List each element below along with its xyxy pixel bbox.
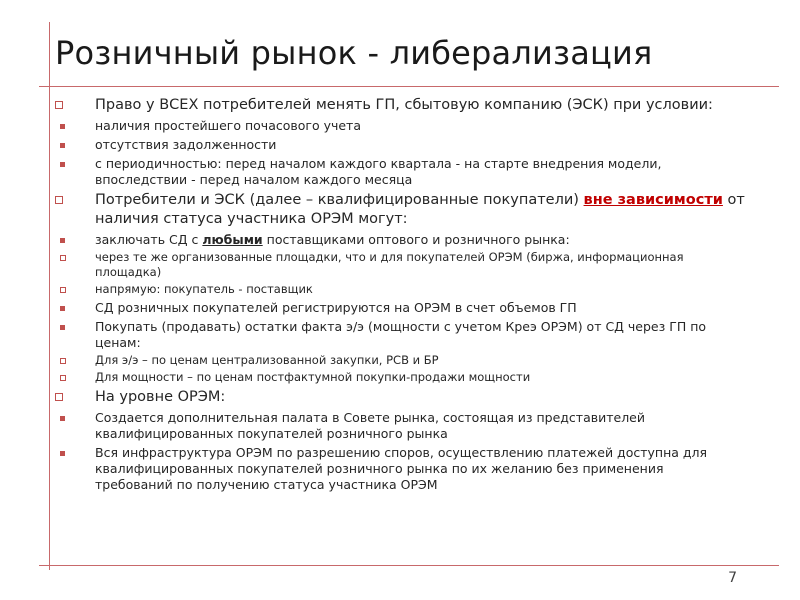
list-item (55, 191, 745, 385)
sub-sub-list-item-text: напрямую: покупатель - поставщик (95, 282, 313, 296)
sub-list-item (56, 118, 745, 134)
sub-list-item-text: Покупать (продавать) остатки факта э/э (мощности с учетом Креэ ОРЭМ) от СД через ГП по ценам: (95, 319, 707, 350)
text-fragment: от наличия статуса участника ОРЭМ могут: (95, 192, 745, 227)
sub-list-item-text: Вся инфраструктура ОРЭМ по разрешению споров, осуществлению платежей доступна для квалифицированных покупателей розничного рынка по их желанию без применения требований по получению статуса участника ОРЭМ (95, 445, 708, 492)
square-bullet-icon (55, 196, 63, 204)
filled-square-bullet-icon (60, 143, 65, 148)
sub-sub-list-item (56, 370, 745, 385)
filled-square-bullet-icon (60, 124, 65, 129)
sub-list-item-text: с периодичностью: перед началом каждого квартала - на старте внедрения модели, впоследствии - перед началом каждого месяца (95, 156, 662, 187)
sub-sub-list-item-text: через те же организованные площадки, что и для покупателей ОРЭМ (биржа, информационная площадка) (95, 250, 684, 279)
slide-body (55, 93, 745, 493)
filled-square-bullet-icon (60, 416, 65, 421)
sub-list (95, 410, 745, 493)
list-item-text: На уровне ОРЭМ: (95, 389, 226, 405)
sub-sub-list-item-text: Для э/э – по ценам централизованной закупки, РСВ и БР (95, 353, 439, 367)
list-item-text: Право у ВСЕХ потребителей менять ГП, сбытовую компанию (ЭСК) при условии: (95, 97, 713, 113)
filled-square-bullet-icon (60, 162, 65, 167)
sub-sub-list-item-text: Для мощности – по ценам постфактумной покупки-продажи мощности (95, 370, 531, 384)
hollow-square-bullet-icon (60, 255, 66, 261)
sub-list-item-text (95, 232, 570, 247)
sub-list (95, 232, 745, 385)
sub-sub-list (95, 250, 745, 297)
sub-list-item (56, 319, 745, 385)
sub-list-item (56, 137, 745, 153)
filled-square-bullet-icon (60, 238, 65, 243)
square-bullet-icon (55, 393, 63, 401)
hollow-square-bullet-icon (60, 358, 66, 364)
list-item-text (95, 191, 745, 229)
vertical-accent-line (49, 22, 50, 570)
sub-list-item (56, 300, 745, 316)
list-item (55, 96, 745, 188)
slide-title: Розничный рынок - либерализация (55, 34, 653, 72)
sub-sub-list-item (56, 250, 745, 280)
sub-list-item-text: СД розничных покупателей регистрируются на ОРЭМ в счет объемов ГП (95, 300, 577, 315)
filled-square-bullet-icon (60, 306, 65, 311)
sub-list (95, 118, 745, 188)
sub-list-item-text: отсутствия задолженности (95, 137, 277, 152)
hollow-square-bullet-icon (60, 287, 66, 293)
sub-sub-list-item (56, 353, 745, 368)
sub-list-item (56, 445, 745, 493)
square-bullet-icon (55, 101, 63, 109)
sub-list-item-text: наличия простейшего почасового учета (95, 118, 361, 133)
filled-square-bullet-icon (60, 451, 65, 456)
bullet-list (55, 96, 745, 493)
sub-list-item (56, 232, 745, 297)
hollow-square-bullet-icon (60, 375, 66, 381)
page-number: 7 (728, 570, 737, 586)
sub-list-item (56, 156, 745, 188)
emphasis-text: любыми (202, 232, 263, 247)
filled-square-bullet-icon (60, 325, 65, 330)
text-fragment: Потребители и ЭСК (далее – квалифицированные покупатели) (95, 192, 584, 208)
text-fragment: поставщиками оптового и розничного рынка: (262, 232, 570, 247)
sub-sub-list-item (56, 282, 745, 297)
sub-list-item-text: Создается дополнительная палата в Совете рынка, состоящая из представителей квалифицированных покупателей розничного рынка (95, 410, 645, 441)
title-divider-line (39, 86, 779, 87)
sub-sub-list (95, 353, 745, 385)
list-item (55, 388, 745, 493)
emphasis-text: вне зависимости (583, 192, 723, 208)
sub-list-item (56, 410, 745, 442)
footer-divider-line (39, 565, 779, 566)
text-fragment: заключать СД с (95, 232, 203, 247)
